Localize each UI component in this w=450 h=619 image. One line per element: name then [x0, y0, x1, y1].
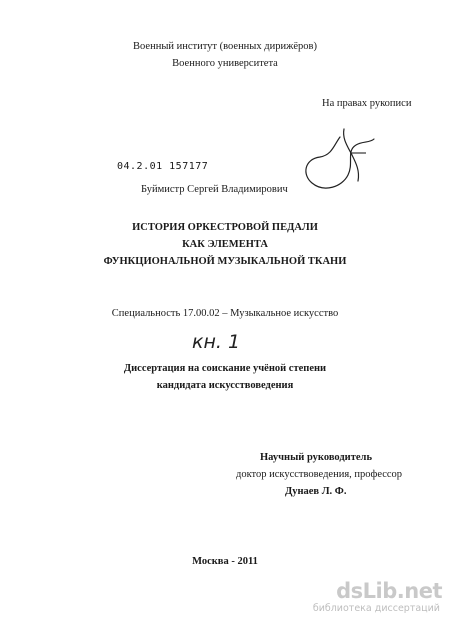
handwritten-note: [190, 326, 260, 354]
rights-note: На правах рукописи: [322, 98, 412, 109]
footer-city-year: Москва - 2011: [192, 556, 258, 567]
title-line-1: ИСТОРИЯ ОРКЕСТРОВОЙ ПЕДАЛИ: [132, 222, 318, 233]
dissertation-line-2: кандидата искусствоведения: [156, 380, 294, 391]
dslib-watermark: [302, 580, 442, 618]
supervisor-name: Дунаев Л. Ф.: [285, 486, 347, 497]
supervisor-degree: доктор искусствоведения, профессор: [236, 469, 403, 480]
supervisor-heading: Научный руководитель: [260, 452, 372, 463]
dissertation-line-1: Диссертация на соискание учёной степени: [123, 363, 327, 374]
signature-scribble: [300, 125, 380, 200]
title-line-2: КАК ЭЛЕМЕНТА: [182, 239, 268, 250]
institute-line-2: Военного университета: [172, 58, 278, 69]
registry-number: 04.2.01 157177: [117, 161, 209, 172]
institute-line-1: Военный институт (военных дирижёров): [133, 41, 317, 52]
watermark-logo: dsLib.net: [336, 579, 442, 603]
watermark-tagline: библиотека диссертаций: [312, 603, 440, 614]
author-name: Буймистр Сергей Владимирович: [141, 184, 288, 195]
title-line-3: ФУНКЦИОНАЛЬНОЙ МУЗЫКАЛЬНОЙ ТКАНИ: [103, 256, 347, 267]
specialty-line: Специальность 17.00.02 – Музыкальное искусство: [111, 308, 339, 319]
handwritten-note-text: кн. 1: [192, 331, 241, 353]
